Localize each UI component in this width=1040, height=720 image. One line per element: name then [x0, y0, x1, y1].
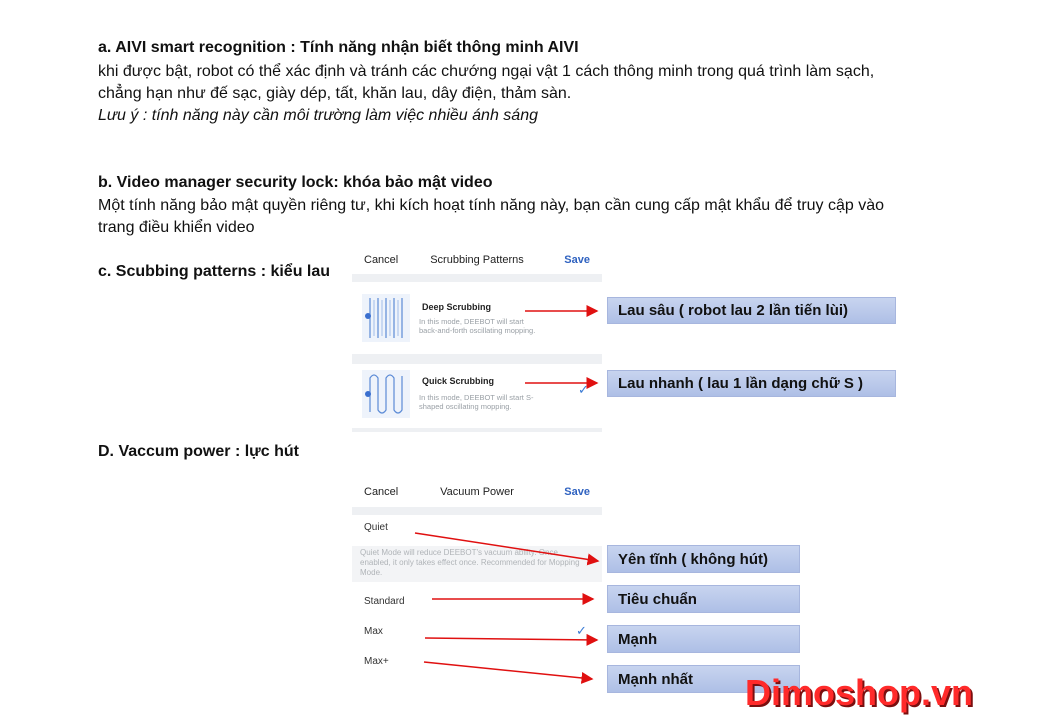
option-max-plus[interactable]: Max+	[364, 656, 389, 667]
option-desc: In this mode, DEEBOT will start S-shaped oscillating mopping.	[419, 393, 534, 411]
option-title: Quick Scrubbing	[422, 376, 495, 386]
option-standard[interactable]: Standard	[364, 596, 405, 607]
brand-watermark: Dimoshop.vn	[745, 672, 974, 713]
section-a-heading: a. AIVI smart recognition : Tính năng nhận biết thông minh AIVI	[98, 39, 579, 56]
callout-max: Mạnh	[607, 625, 800, 653]
screen-title: Vacuum Power	[440, 486, 514, 498]
option-quiet[interactable]: Quiet	[364, 522, 388, 533]
section-a-line1: khi được bật, robot có thể xác định và tránh các chướng ngại vật 1 cách thông minh trong quá trình làm sạch,	[98, 63, 875, 80]
section-c-heading: c. Scubbing patterns : kiểu lau	[98, 263, 331, 280]
section-a-note: Lưu ý : tính năng này cần môi trường làm việc nhiều ánh sáng	[98, 107, 538, 124]
save-button[interactable]: Save	[564, 486, 590, 498]
arrow-max-plus	[424, 662, 592, 679]
callout-deep-scrubbing: Lau sâu ( robot lau 2 lần tiến lùi)	[607, 297, 896, 324]
section-b-line1: Một tính năng bảo mật quyền riêng tư, khi kích hoạt tính năng này, bạn cần cung cấp mật khẩu để truy cập vào	[98, 197, 885, 214]
screen-title: Scrubbing Patterns	[430, 254, 524, 266]
arrow-max	[425, 638, 597, 640]
selected-check-icon: ✓	[578, 382, 589, 397]
quiet-description: Quiet Mode will reduce DEEBOT's vacuum ability. Once enabled, it only takes effect once. Recommended for Mopping Mode.	[352, 546, 602, 582]
cancel-button[interactable]: Cancel	[364, 254, 399, 266]
cancel-button[interactable]: Cancel	[364, 486, 399, 498]
section-d-heading: D. Vaccum power : lực hút	[98, 443, 299, 460]
option-max[interactable]: Max	[364, 626, 383, 637]
selected-check-icon: ✓	[576, 623, 587, 638]
callout-max-plus: Mạnh nhất	[607, 665, 800, 693]
section-b-line2: trang điều khiển video	[98, 219, 255, 236]
option-desc: In this mode, DEEBOT will start back-and-forth oscillating mopping.	[419, 317, 536, 335]
callout-quiet: Yên tĩnh ( không hút)	[607, 545, 800, 573]
callout-quick-scrubbing: Lau nhanh ( lau 1 lần dạng chữ S )	[607, 370, 896, 397]
save-button[interactable]: Save	[564, 254, 590, 266]
option-title: Deep Scrubbing	[422, 302, 492, 312]
section-a-line2: chẳng hạn như đế sạc, giày dép, tất, khăn lau, dây điện, thảm sàn.	[98, 85, 572, 102]
callout-standard: Tiêu chuẩn	[607, 585, 800, 613]
arrow-quiet	[415, 533, 598, 561]
section-b-heading: b. Video manager security lock: khóa bảo mật video	[98, 174, 493, 191]
